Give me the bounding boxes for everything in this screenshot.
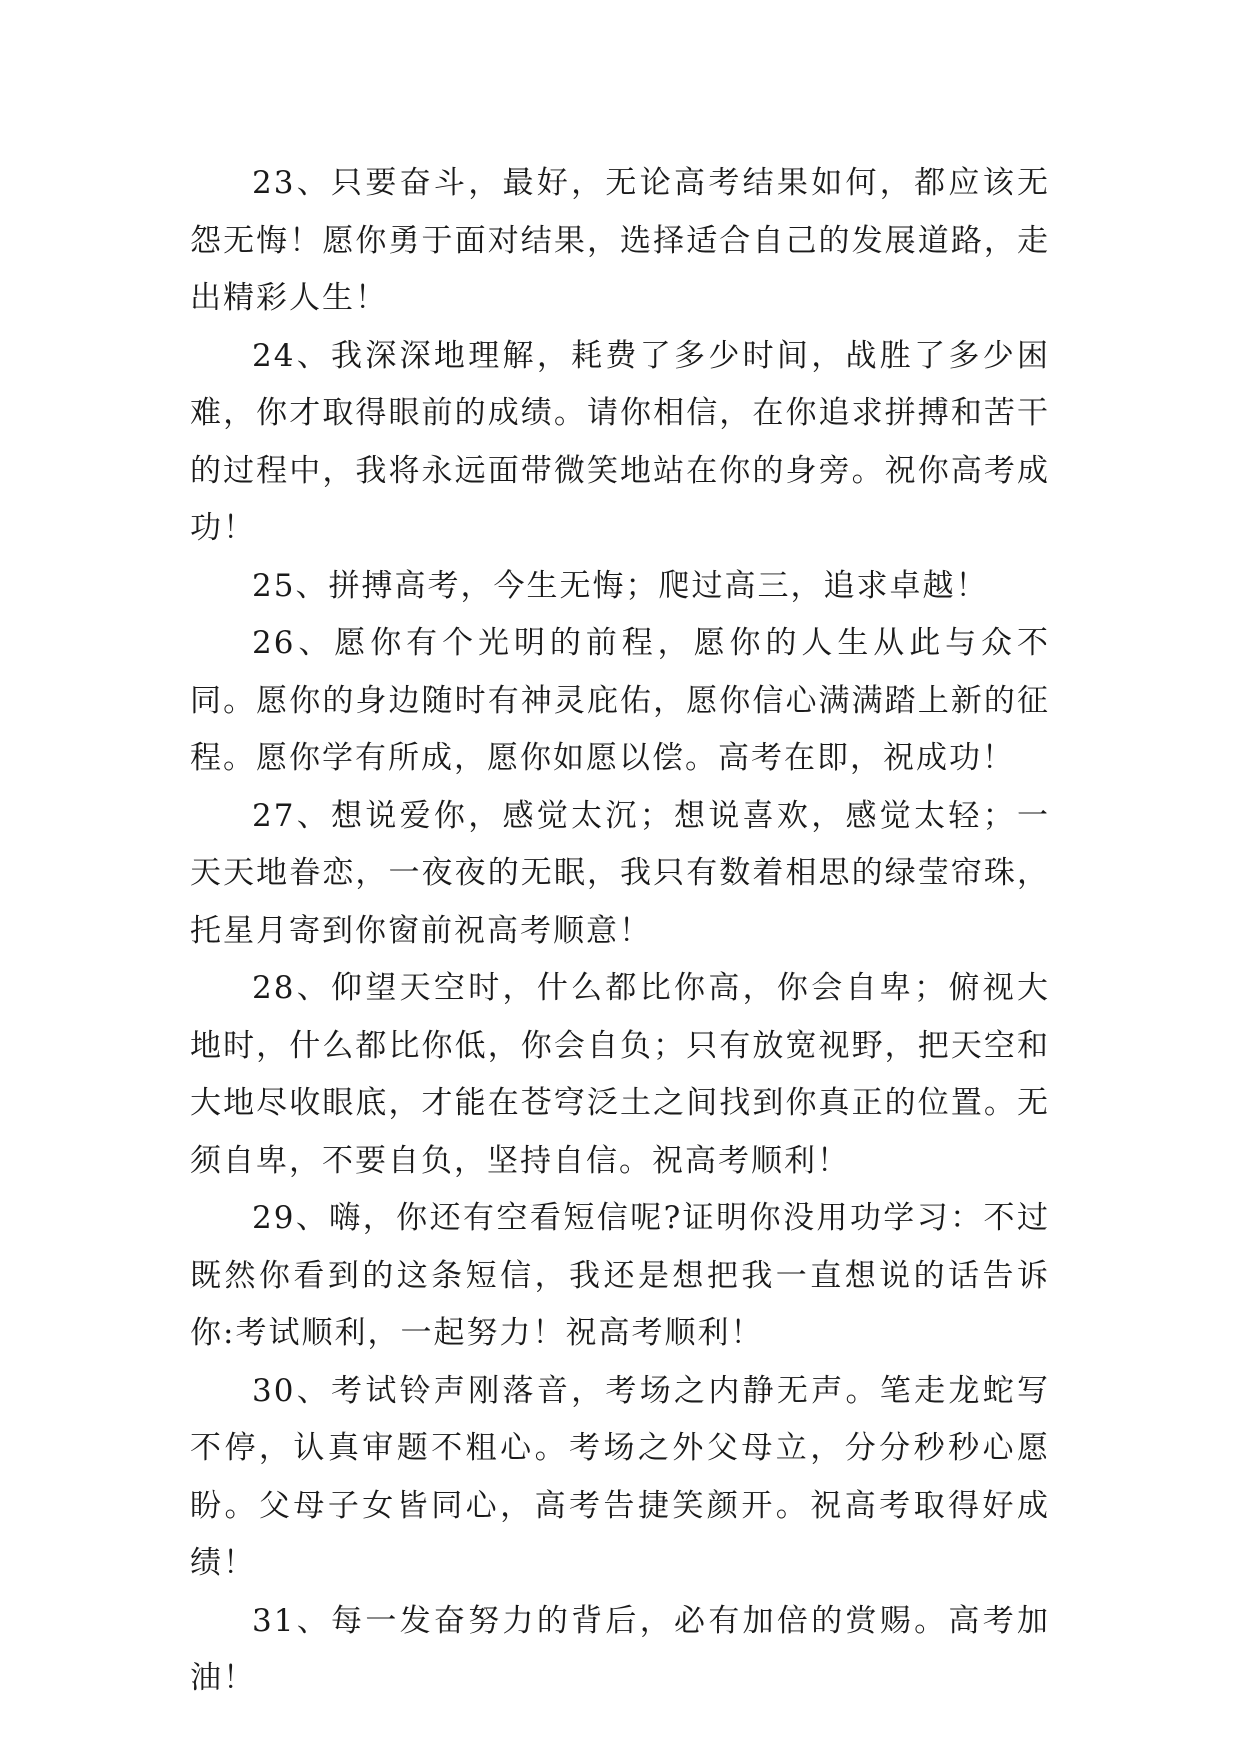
paragraph-23: 23、只要奋斗，最好，无论高考结果如何，都应该无怨无悔！愿你勇于面对结果，选择适合自己的发展道路，走出精彩人生！	[190, 165, 1050, 316]
paragraph-29: 29、嗨，你还有空看短信呢?证明你没用功学习：不过既然你看到的这条短信，我还是想把我一直想说的话告诉你:考试顺利，一起努力！祝高考顺利！	[190, 1200, 1050, 1351]
paragraph-25: 25、拼搏高考，今生无悔；爬过高三，追求卓越！	[252, 567, 989, 604]
paragraph-28: 28、仰望天空时，什么都比你高，你会自卑；俯视大地时，什么都比你低，你会自负；只有放宽视野，把天空和大地尽收眼底，才能在苍穹泛土之间找到你真正的位置。无须自卑，不要自负，坚持自信。祝高考顺利！	[190, 970, 1050, 1179]
paragraph-31: 31、每一发奋努力的背后，必有加倍的赏赐。高考加油！	[190, 1602, 1050, 1696]
paragraph-30: 30、考试铃声刚落音，考场之内静无声。笔走龙蛇写不停，认真审题不粗心。考场之外父母立，分分秒秒心愿盼。父母子女皆同心，高考告捷笑颜开。祝高考取得好成绩！	[190, 1372, 1050, 1581]
document-body	[190, 155, 1050, 1708]
paragraph-27: 27、想说爱你，感觉太沉；想说喜欢，感觉太轻；一天天地眷恋，一夜夜的无眠，我只有数着相思的绿莹帘珠，托星月寄到你窗前祝高考顺意！	[190, 797, 1050, 949]
paragraph-26: 26、愿你有个光明的前程，愿你的人生从此与众不同。愿你的身边随时有神灵庇佑，愿你信心满满踏上新的征程。愿你学有所成，愿你如愿以偿。高考在即，祝成功！	[190, 625, 1050, 776]
paragraph-24: 24、我深深地理解，耗费了多少时间，战胜了多少困难，你才取得眼前的成绩。请你相信，在你追求拼搏和苦干的过程中，我将永远面带微笑地站在你的身旁。祝你高考成功！	[190, 337, 1050, 546]
